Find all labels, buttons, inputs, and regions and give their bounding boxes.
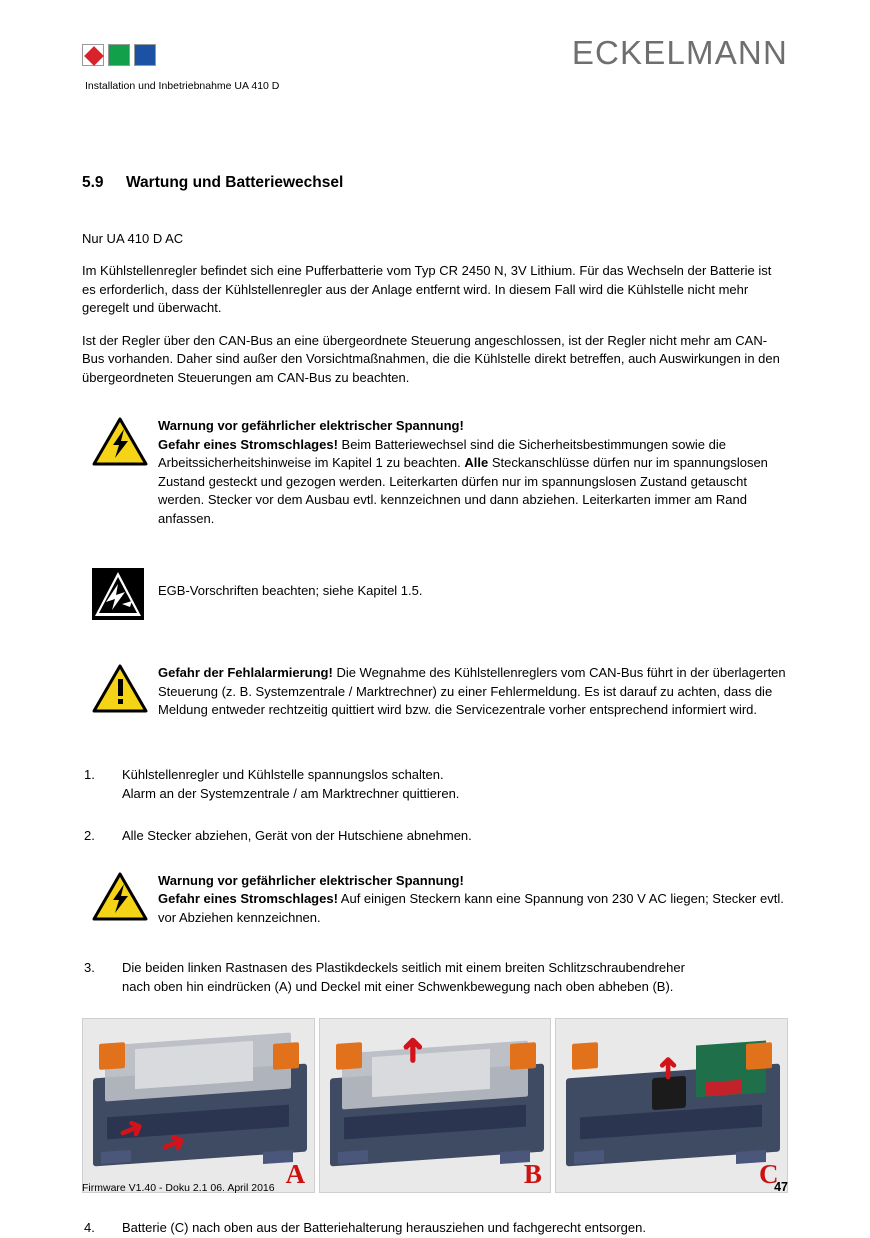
footer-firmware-info: Firmware V1.40 - Doku 2.1 06. April 2016 [82,1182,275,1194]
arrow-latch-right-icon: ➜ [155,1123,192,1164]
arrow-lift-cover-icon: ➜ [392,1035,431,1065]
warning-heading-line2: Gefahr eines Stromschlages! [158,436,338,452]
device-foot-left [338,1150,368,1164]
device-foot-left [101,1150,131,1164]
warning-text-b: Steckanschlüsse dürfen nur im spannungslosen Zustand gesteckt und gezogen werden. Leiterkarten dürfen nur im spannungslosen Zustand getauscht werden. Stecker vor dem Ausbau evtl. kennzeichnen und dann abziehen. Leiterkarten immer am Rand anfassen. [158,455,768,526]
paragraph-1: Im Kühlstellenregler befindet sich eine Pufferbatterie vom Typ CR 2450 N, 3V Lithium. Für das Wechseln der Batterie ist es erforderlich, dass der Kühlstellenregler aus der Anlage entfernt wird. In diesem Fall wird die Kühlstelle nicht mehr geregelt und überwacht. [82,263,772,315]
step-1-line-2: Alarm an der Systemzentrale / am Marktrechner quittieren. [122,785,460,801]
device-label-plate [135,1041,253,1089]
brand-name: ECKELMANN [571,34,788,71]
paragraph-2: Ist der Regler über den CAN-Bus an eine übergeordnete Steuerung angeschlossen, ist der Regler nicht mehr am CAN-Bus vorhanden. Daher sind außer den Vorsichtmaßnahmen, die die Kühlstelle direkt betreffen, auch Auswirkungen in den übergeordneten Steuerungen am CAN-Bus zu beachten. [82,332,780,385]
step-3-line-2: nach oben hin eindrücken (A) und Deckel mit einer Schwenkbewegung nach oben abheben (B). [122,978,674,994]
figure-image-a [82,1018,315,1193]
warning-body [158,436,788,529]
arrow-pull-battery-icon: ➜ [651,1055,685,1081]
page-header [82,0,788,116]
logo-diamond-shape [84,46,104,66]
logo-square-blue [134,44,156,66]
warning-electrical-triangle-icon [92,872,148,922]
terminal-block-right [746,1042,772,1070]
figure-caption-b: B [523,1159,543,1189]
warning-230v-line1: Warnung vor gefährlicher elektrischer Spannung! [158,872,464,888]
figure-caption-c: C [759,1159,780,1189]
esd-electrostatic-discharge-icon [92,568,148,618]
terminal-block-right [510,1042,536,1070]
false-alarm-heading: Gefahr der Fehlalarmierung! [158,665,333,680]
step-2-text: Alle Stecker abziehen, Gerät von der Hutschiene abnehmen. [122,828,472,843]
page-number: 47 [774,1180,788,1194]
terminal-block-left [572,1042,598,1070]
page-footer [82,1180,788,1194]
esd-text: EGB-Vorschriften beachten; siehe Kapitel 1.5. [158,583,423,598]
step-3-number: 3. [84,960,95,975]
step-1-line-1: Kühlstellenregler und Kühlstelle spannungslos schalten. [122,767,444,782]
step-3-text [122,959,788,996]
warning-note-electrical [82,417,788,528]
variant-note: Nur UA 410 D AC [82,231,184,246]
step-3 [82,959,788,996]
logo-square-red [82,44,104,66]
warning-text-bold: Alle [464,455,489,470]
warning-230v-line2: Gefahr eines Stromschlages! [158,891,338,906]
warning-electrical-triangle-icon [92,417,148,467]
false-alarm-body [158,664,788,720]
step-2-number: 2. [84,828,95,843]
arrow-latch-left-icon: ➜ [113,1109,150,1150]
section-number: 5.9 [82,174,104,191]
warning-230v-text: Auf einigen Steckern kann eine Spannung von 230 V AC liegen; Stecker evtl. vor Abziehen kennzeichnen. [158,891,784,925]
logo-square-green [108,44,130,66]
figure-strip [82,1018,788,1193]
step-3-line-1: Die beiden linken Rastnasen des Plastikdeckels seitlich mit einem breiten Schlitzschraubendreher [122,960,685,975]
eckelmann-logo-icon [82,44,160,70]
figure-caption-a: A [285,1159,306,1189]
step-4-number: 4. [84,1220,95,1235]
section-heading [82,174,788,192]
section-title: Wartung und Batteriewechsel [126,174,344,191]
warning-note-false-alarm [82,664,788,722]
terminal-block-left [336,1042,362,1070]
false-alarm-text: Die Wegnahme des Kühlstellenreglers vom CAN-Bus führt in der überlagerten Steuerung (z. B. Systemzentrale / Marktrechner) zu einer Fehlermeldung. Es ist darauf zu achten, dass die Meldung entweder rechtzeitig quittiert wird bzw. die Servicezentrale vorher entsprechend informiert wird. [158,665,786,717]
figure-image-b [319,1018,552,1193]
step-2 [82,827,788,846]
step-1 [82,766,788,803]
step-4-text: Batterie (C) nach oben aus der Batteriehalterung herausziehen und fachgerecht entsorgen. [122,1220,646,1235]
warning-note-230v [82,872,788,928]
step-1-text [122,766,788,803]
figure-image-c [555,1018,788,1193]
warning-text-a: Beim Batteriewechsel sind die Sicherheitsbestimmungen sowie die Arbeitssicherheitshinweise im Kapitel 1 zu beachten. [158,436,726,470]
warning-heading-line1: Warnung vor gefährlicher elektrischer Spannung! [158,418,464,433]
step-1-number: 1. [84,767,95,782]
device-foot-left [574,1150,604,1164]
warning-230v-body [158,890,788,927]
step-4 [82,1219,788,1238]
battery-holder [652,1076,686,1110]
warning-general-triangle-icon [92,664,148,714]
dip-switch [706,1080,742,1097]
terminal-block-left [99,1042,125,1070]
document-title: Installation und Inbetriebnahme UA 410 D [85,80,280,92]
warning-note-esd [82,568,788,630]
terminal-block-right [273,1042,299,1070]
